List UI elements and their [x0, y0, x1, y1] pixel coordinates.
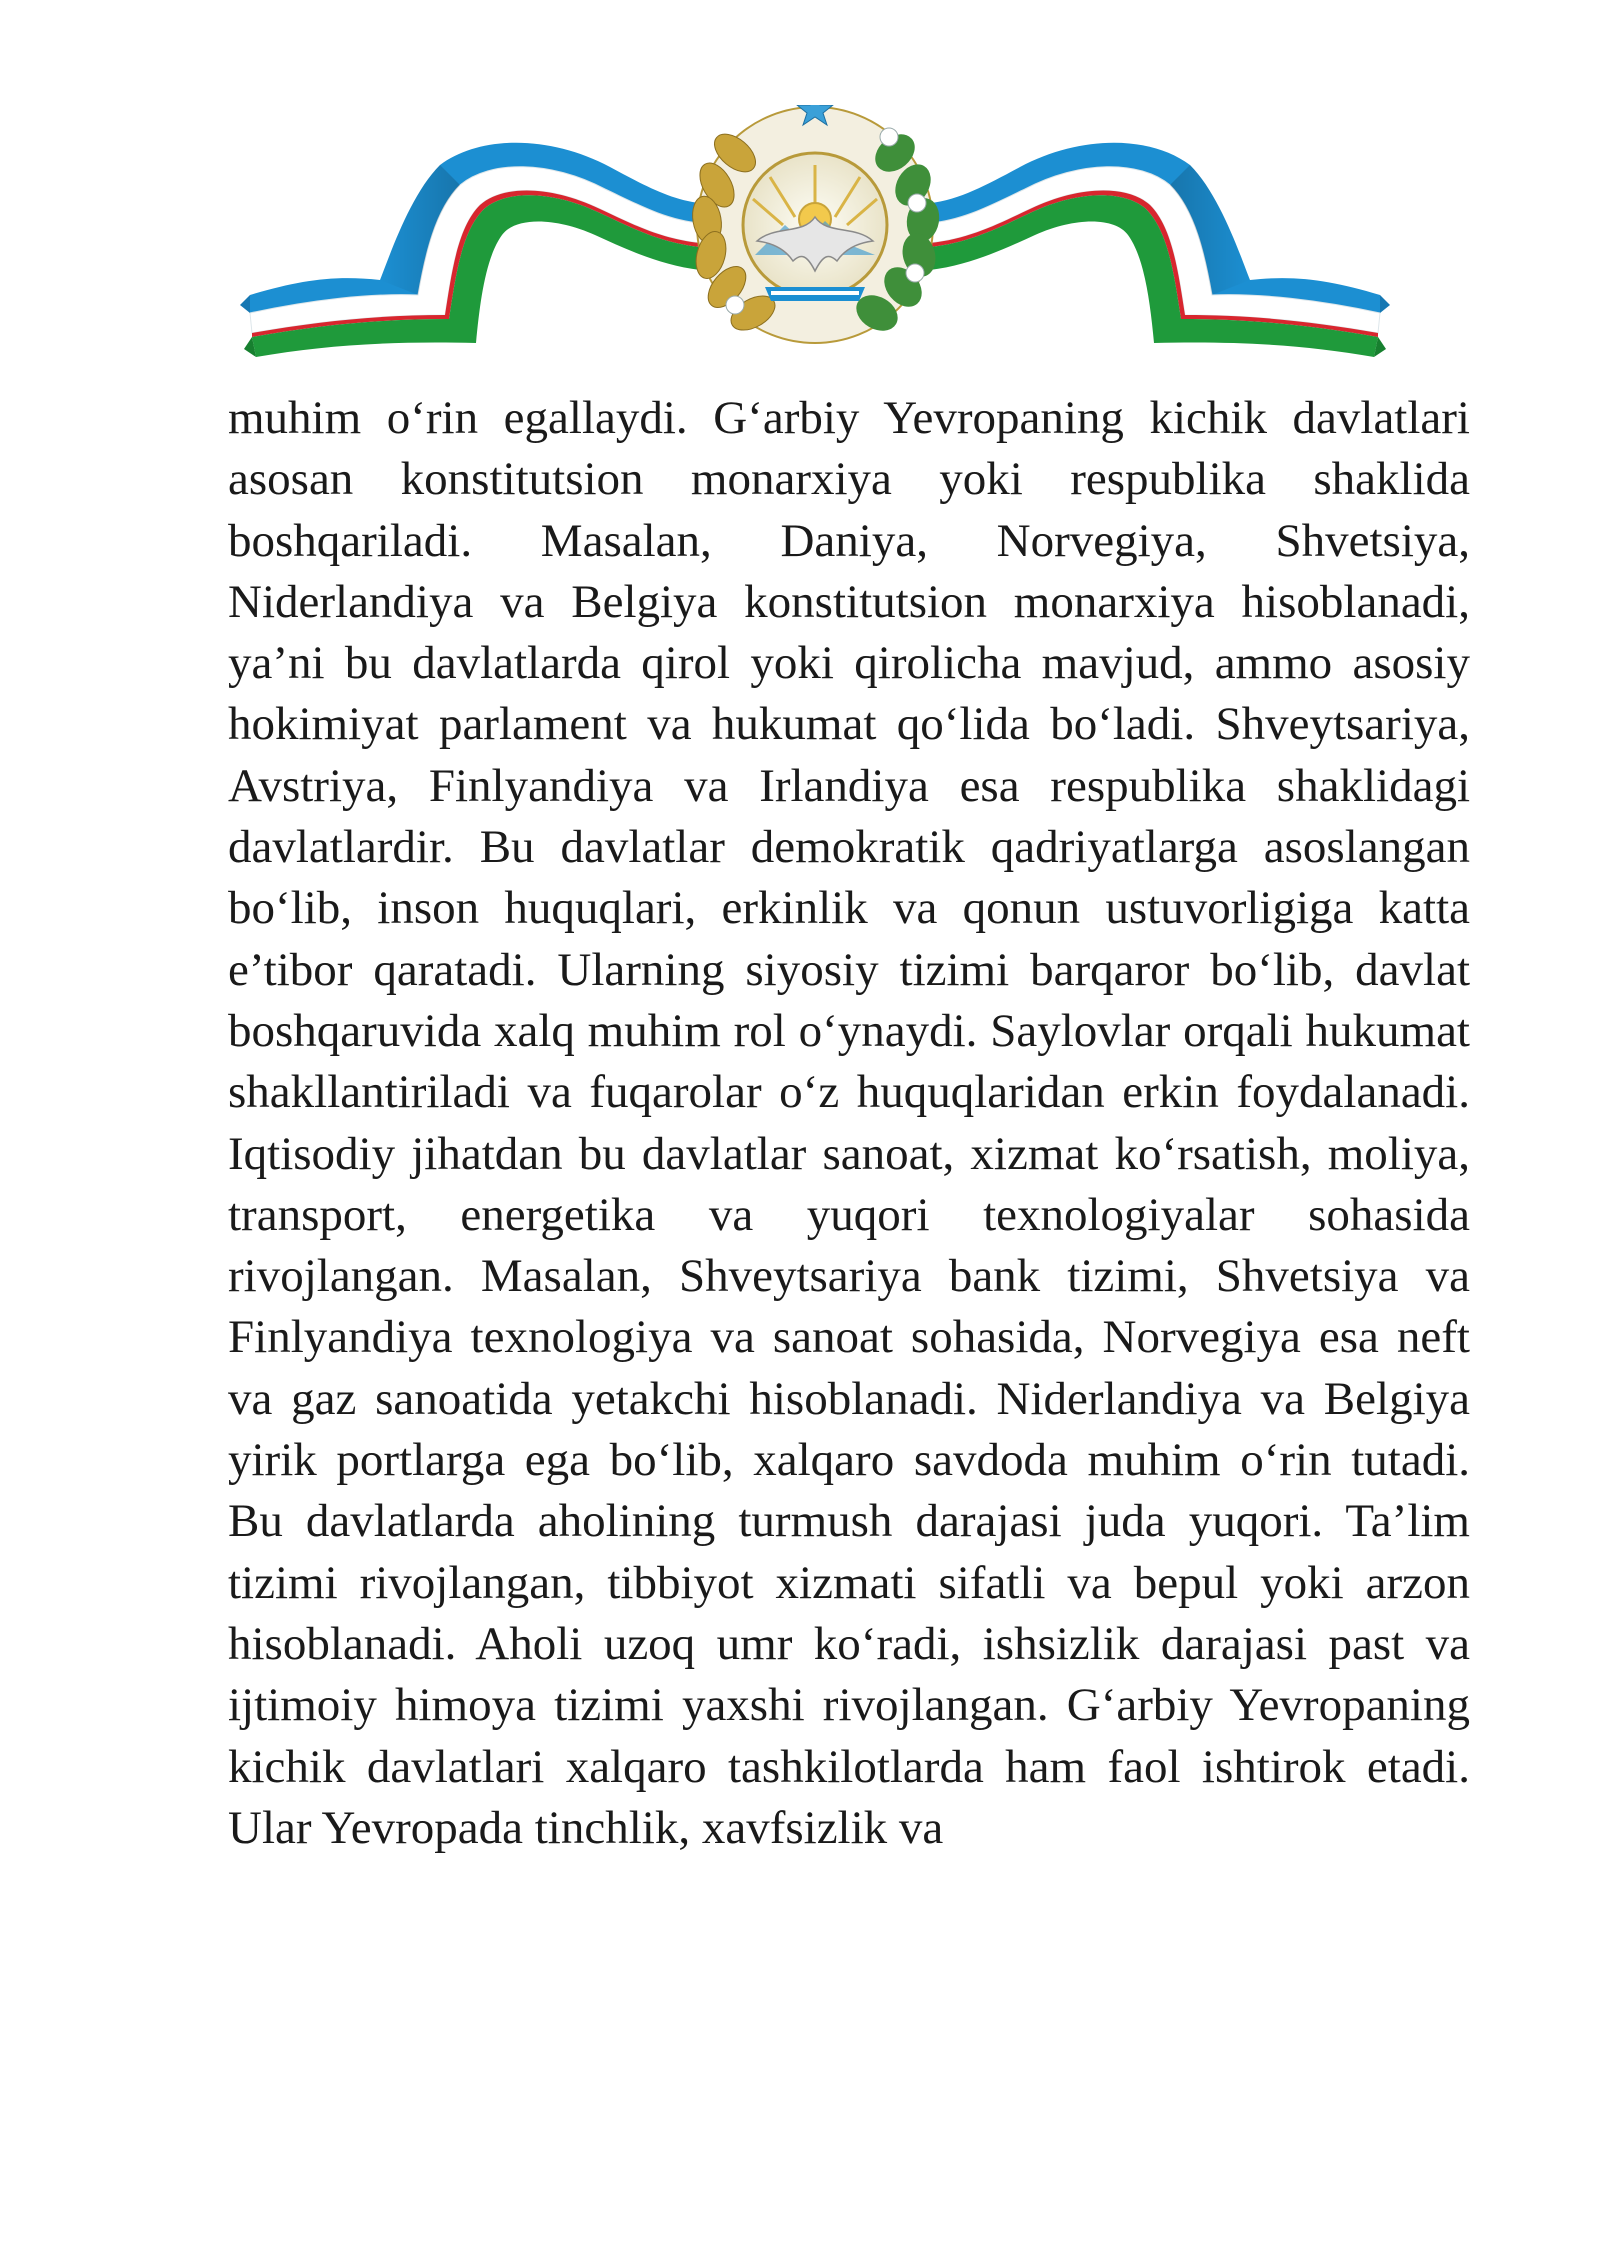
document-body-paragraph: muhim o‘rin egallaydi. G‘arbiy Yevropaning kichik davlatlari asosan konstitutsion monarxiya yoki respublika shaklida boshqariladi. Masalan, Daniya, Norvegiya, Shvetsiya, Niderlandiya va Belgiya konstitutsion monarxiya hisoblanadi, ya’ni bu davlatlarda qirol yoki qirolicha mavjud, ammo asosiy hokimiyat parlament va hukumat qo‘lida bo‘ladi. Shveytsariya, Avstriya, Finlyandiya va Irlandiya esa respublika shaklidagi davlatlardir. Bu davlatlar demokratik qadriyatlarga asoslangan bo‘lib, inson huquqlari, erkinlik va qonun ustuvorligiga katta e’tibor qaratadi. Ularning siyosiy tizimi barqaror bo‘lib, davlat boshqaruvida xalq muhim rol o‘ynaydi. Saylovlar orqali hukumat shakllantiriladi va fuqarolar o‘z huquqlaridan erkin foydalanadi. Iqtisodiy jihatdan bu davlatlar sanoat, xizmat ko‘rsatish, moliya, transport, energetika va yuqori texnologiyalar sohasida rivojlangan. Masalan, Shveytsariya bank tizimi, Shvetsiya va Finlyandiya texnologiya va sanoat sohasida, Norvegiya esa neft va gaz sanoatida yetakchi hisoblanadi. Niderlandiya va Belgiya yirik portlarga ega bo‘lib, xalqaro savdoda muhim o‘rin tutadi. Bu davlatlarda aholining turmush darajasi juda yuqori. Ta’lim tizimi rivojlangan, tibbiyot xizmati sifatli va bepul yoki arzon hisoblanadi. Aholi uzoq umr ko‘radi, ishsizlik darajasi past va ijtimoiy himoya tizimi yaxshi rivojlangan. G‘arbiy Yevropaning kichik davlatlari xalqaro tashkilotlarda ham faol ishtirok etadi. Ular Yevropada tinchlik, xavfsizlik va [228, 392, 1470, 1854]
right-ribbon [930, 143, 1390, 357]
uzbekistan-state-emblem-icon [689, 105, 943, 343]
left-ribbon [240, 143, 700, 357]
flag-ribbon-icon [240, 105, 1390, 370]
emblem-ribbon-banner [240, 105, 1390, 370]
